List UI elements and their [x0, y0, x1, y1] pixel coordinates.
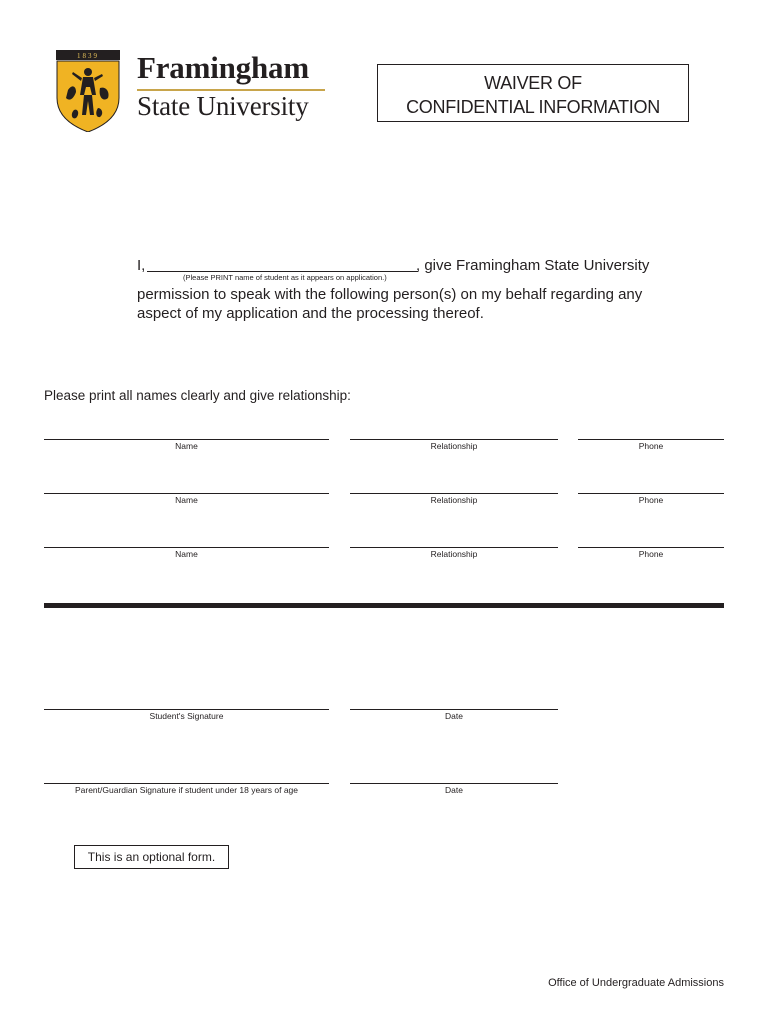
- contact-phone-field[interactable]: [578, 493, 724, 494]
- parent-date-field[interactable]: [350, 783, 558, 784]
- university-name-line1: Framingham: [137, 50, 309, 85]
- student-date-field[interactable]: [350, 709, 558, 710]
- contact-relationship-field[interactable]: [350, 439, 558, 440]
- parent-signature-field[interactable]: [44, 783, 329, 784]
- contact-name-caption: Name: [175, 495, 198, 505]
- statement-line2: permission to speak with the following person(s) on my behalf regarding any: [137, 286, 643, 303]
- university-seal-logo: [56, 50, 120, 132]
- contact-relationship-caption: Relationship: [430, 549, 478, 559]
- student-name-field[interactable]: [147, 256, 418, 272]
- contact-relationship-caption: Relationship: [430, 495, 478, 505]
- contact-phone-field[interactable]: [578, 439, 724, 440]
- optional-form-note: This is an optional form.: [74, 845, 229, 869]
- contact-phone-caption: Phone: [638, 549, 664, 559]
- contact-relationship-caption: Relationship: [430, 441, 478, 451]
- statement-prefix: I,: [137, 257, 146, 274]
- student-date-caption: Date: [445, 711, 463, 721]
- student-name-hint: (Please PRINT name of student as it appears on application.): [183, 273, 387, 282]
- form-title-line1: WAIVER OF: [484, 73, 582, 93]
- contact-phone-caption: Phone: [638, 441, 664, 451]
- parent-date-caption: Date: [445, 785, 463, 795]
- contact-name-caption: Name: [175, 441, 198, 451]
- statement-line3: aspect of my application and the processing thereof.: [137, 305, 484, 322]
- form-title-box: [377, 64, 689, 122]
- seal-year: 1839: [77, 52, 99, 60]
- contact-relationship-field[interactable]: [350, 547, 558, 548]
- contact-phone-field[interactable]: [578, 547, 724, 548]
- contact-name-field[interactable]: [44, 493, 329, 494]
- statement-suffix: , give Framingham State University: [416, 257, 650, 274]
- section-divider: [44, 603, 724, 608]
- university-name-line2: State University: [137, 91, 309, 121]
- parent-signature-caption: Parent/Guardian Signature if student under 18 years of age: [74, 785, 299, 795]
- contact-name-caption: Name: [175, 549, 198, 559]
- contact-name-field[interactable]: [44, 439, 329, 440]
- office-footer: Office of Undergraduate Admissions: [548, 977, 724, 989]
- contact-name-field[interactable]: [44, 547, 329, 548]
- student-signature-field[interactable]: [44, 709, 329, 710]
- contact-relationship-field[interactable]: [350, 493, 558, 494]
- form-title-line2: CONFIDENTIAL INFORMATION: [406, 97, 660, 117]
- contacts-instruction: Please print all names clearly and give relationship:: [44, 388, 351, 403]
- contact-phone-caption: Phone: [638, 495, 664, 505]
- student-signature-caption: Student's Signature: [149, 711, 224, 721]
